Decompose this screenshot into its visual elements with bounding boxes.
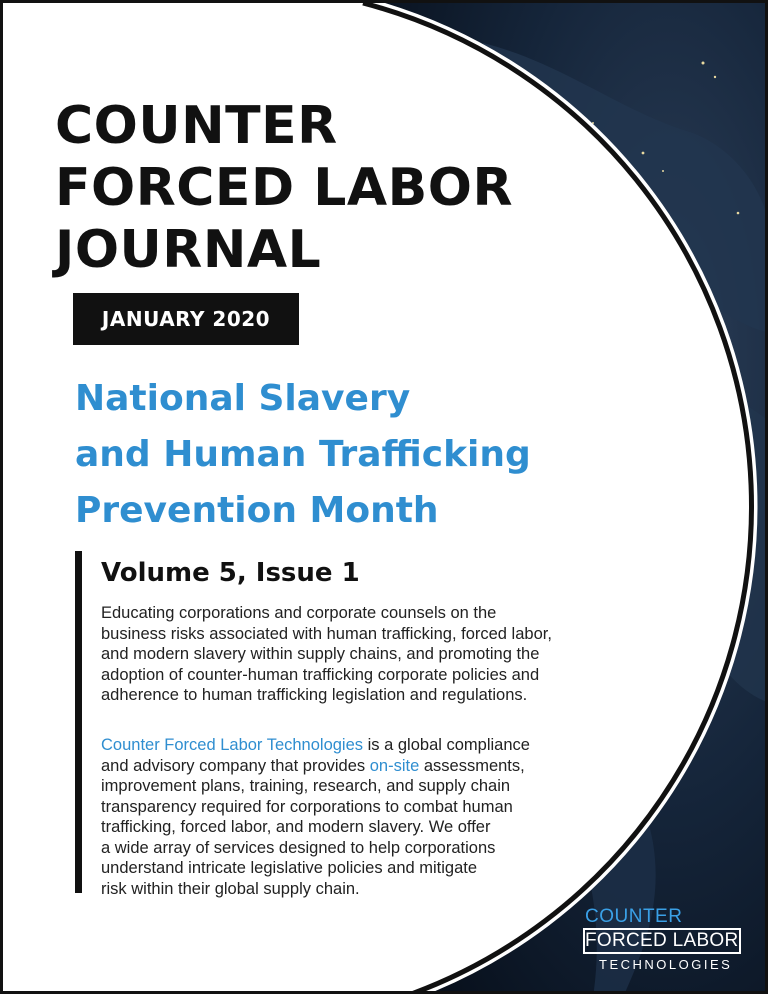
accent-vertical-bar [75, 551, 82, 893]
company-line-6: a wide array of services designed to help corporations [101, 838, 496, 857]
company-description-paragraph [101, 735, 641, 899]
theme-line-3: Prevention Month [75, 490, 439, 531]
logo-counter-text: COUNTER [585, 906, 683, 927]
journal-title [55, 95, 513, 281]
company-logo [581, 905, 743, 977]
title-line-1: COUNTER [55, 96, 338, 156]
title-line-2: FORCED LABOR [55, 158, 513, 218]
company-line-4: transparency required for corporations to combat human [101, 797, 513, 816]
company-line-2-end: assessments, [419, 756, 525, 775]
theme-line-2: and Human Trafficking [75, 434, 531, 475]
issue-theme-heading [75, 371, 531, 539]
mission-paragraph [101, 603, 641, 706]
logo-forced-labor-text: FORCED LABOR [585, 930, 739, 951]
on-site-link[interactable]: on-site [369, 756, 420, 775]
mission-line-3: and modern slavery within supply chains, and promoting the [101, 645, 540, 663]
title-line-3: JOURNAL [55, 220, 322, 280]
mission-line-5: adherence to human trafficking legislation and regulations. [101, 686, 528, 704]
mission-line-4: adoption of counter-human trafficking corporate policies and [101, 665, 540, 684]
company-line-8: risk within their global supply chain. [101, 879, 360, 898]
company-line-5: trafficking, forced labor, and modern slavery. We offer [101, 818, 491, 836]
company-line-7: understand intricate legislative policies and mitigate [101, 859, 478, 877]
company-line-2 [101, 756, 641, 777]
company-line-1-text: is a global compliance [363, 736, 530, 754]
mission-line-1: Educating corporations and corporate counsels on the [101, 604, 497, 622]
mission-line-2: business risks associated with human trafficking, forced labor, [101, 624, 552, 643]
company-line-2-start: and advisory company that provides [101, 756, 370, 775]
issue-date-badge: JANUARY 2020 [73, 293, 299, 345]
volume-issue-heading: Volume 5, Issue 1 [101, 558, 360, 588]
company-name-link[interactable]: Counter Forced Labor Technologies [101, 736, 364, 754]
logo-technologies-text: TECHNOLOGIES [599, 957, 733, 972]
theme-line-1: National Slavery [75, 378, 411, 419]
company-line-1 [101, 735, 641, 756]
company-line-3: improvement plans, training, research, and supply chain [101, 777, 511, 795]
